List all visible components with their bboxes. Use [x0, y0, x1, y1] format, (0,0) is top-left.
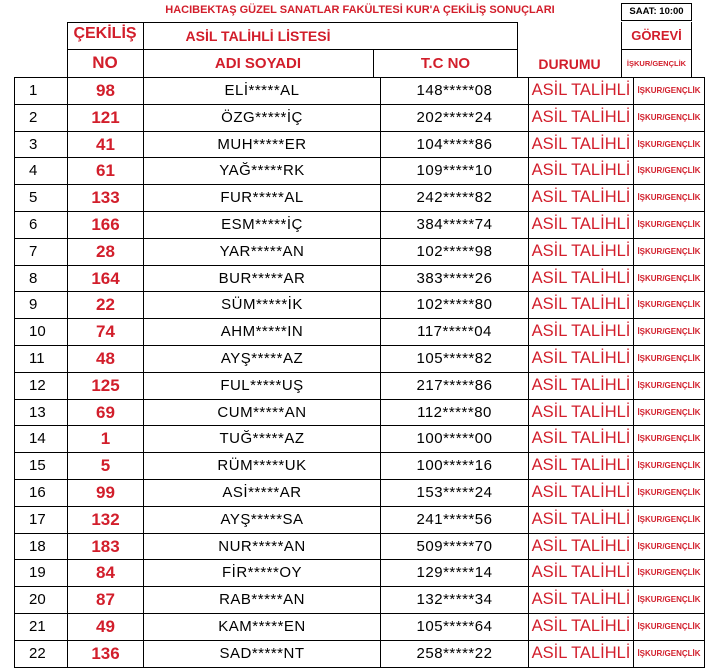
row-number: 9 — [15, 292, 68, 319]
row-number: 22 — [15, 640, 68, 667]
table-row — [15, 560, 705, 587]
table-row — [15, 158, 705, 185]
table-row — [15, 372, 705, 399]
table-row — [15, 613, 705, 640]
draw-number: 164 — [68, 265, 144, 292]
row-number: 16 — [15, 479, 68, 506]
col-cekilis-header: ÇEKİLİŞ — [73, 25, 137, 42]
tc-number-cell: 112*****80 — [381, 399, 529, 426]
row-number: 21 — [15, 613, 68, 640]
name-cell: ELİ*****AL — [144, 78, 381, 105]
tc-number-cell: 109*****10 — [381, 158, 529, 185]
col-gorevi-subheader: İŞKUR/GENÇLİK — [626, 59, 687, 68]
draw-number: 99 — [68, 479, 144, 506]
status-cell: ASİL TALİHLİ — [529, 345, 634, 372]
header-vline-6 — [691, 22, 692, 78]
draw-number: 121 — [68, 104, 144, 131]
table-row — [15, 131, 705, 158]
col-no-header: NO — [92, 53, 118, 72]
row-number: 13 — [15, 399, 68, 426]
duty-cell: İŞKUR/GENÇLİK — [634, 238, 705, 265]
status-cell: ASİL TALİHLİ — [529, 319, 634, 346]
name-cell: AHM*****IN — [144, 319, 381, 346]
name-cell: BUR*****AR — [144, 265, 381, 292]
row-number: 19 — [15, 560, 68, 587]
table-row — [15, 640, 705, 667]
draw-number: 22 — [68, 292, 144, 319]
row-number: 3 — [15, 131, 68, 158]
tc-number-cell: 105*****64 — [381, 613, 529, 640]
tc-number-cell: 509*****70 — [381, 533, 529, 560]
draw-number: 125 — [68, 372, 144, 399]
status-cell: ASİL TALİHLİ — [529, 265, 634, 292]
duty-cell: İŞKUR/GENÇLİK — [634, 399, 705, 426]
name-cell: KAM*****EN — [144, 613, 381, 640]
draw-number: 48 — [68, 345, 144, 372]
table-row — [15, 238, 705, 265]
table-row — [15, 104, 705, 131]
tc-number-cell: 148*****08 — [381, 78, 529, 105]
duty-cell: İŞKUR/GENÇLİK — [634, 533, 705, 560]
row-number: 4 — [15, 158, 68, 185]
results-table-body — [15, 78, 705, 668]
row-number: 1 — [15, 78, 68, 105]
name-cell: ASİ*****AR — [144, 479, 381, 506]
table-row — [15, 78, 705, 105]
status-cell: ASİL TALİHLİ — [529, 587, 634, 614]
draw-number: 74 — [68, 319, 144, 346]
name-cell: SAD*****NT — [144, 640, 381, 667]
tc-number-cell: 384*****74 — [381, 211, 529, 238]
tc-number-cell: 100*****16 — [381, 453, 529, 480]
row-number: 12 — [15, 372, 68, 399]
table-row — [15, 426, 705, 453]
tc-number-cell: 242*****82 — [381, 185, 529, 212]
table-row — [15, 265, 705, 292]
duty-cell: İŞKUR/GENÇLİK — [634, 185, 705, 212]
name-cell: YAR*****AN — [144, 238, 381, 265]
table-row — [15, 587, 705, 614]
header-mid-line-no — [67, 49, 143, 50]
name-cell: ESM*****İÇ — [144, 211, 381, 238]
name-cell: FUL*****UŞ — [144, 372, 381, 399]
tc-number-cell: 105*****82 — [381, 345, 529, 372]
draw-number: 87 — [68, 587, 144, 614]
draw-number: 41 — [68, 131, 144, 158]
draw-number: 49 — [68, 613, 144, 640]
name-cell: RAB*****AN — [144, 587, 381, 614]
duty-cell: İŞKUR/GENÇLİK — [634, 506, 705, 533]
row-number: 7 — [15, 238, 68, 265]
status-cell: ASİL TALİHLİ — [529, 211, 634, 238]
status-cell: ASİL TALİHLİ — [529, 426, 634, 453]
table-row — [15, 453, 705, 480]
col-gorevi-header: GÖREVİ — [631, 28, 682, 43]
status-cell: ASİL TALİHLİ — [529, 506, 634, 533]
duty-cell: İŞKUR/GENÇLİK — [634, 479, 705, 506]
draw-number: 28 — [68, 238, 144, 265]
status-cell: ASİL TALİHLİ — [529, 185, 634, 212]
status-cell: ASİL TALİHLİ — [529, 640, 634, 667]
name-cell: AYŞ*****SA — [144, 506, 381, 533]
table-row — [15, 479, 705, 506]
row-number: 6 — [15, 211, 68, 238]
table-row — [15, 399, 705, 426]
table-row — [15, 506, 705, 533]
name-cell: NUR*****AN — [144, 533, 381, 560]
draw-number: 69 — [68, 399, 144, 426]
status-cell: ASİL TALİHLİ — [529, 104, 634, 131]
table-row — [15, 345, 705, 372]
tc-number-cell: 217*****86 — [381, 372, 529, 399]
col-adsoyad-header: ADI SOYADI — [214, 55, 302, 72]
tc-number-cell: 153*****24 — [381, 479, 529, 506]
row-number: 17 — [15, 506, 68, 533]
tc-number-cell: 102*****80 — [381, 292, 529, 319]
duty-cell: İŞKUR/GENÇLİK — [634, 265, 705, 292]
table-row — [15, 185, 705, 212]
duty-cell: İŞKUR/GENÇLİK — [634, 292, 705, 319]
draw-number: 61 — [68, 158, 144, 185]
name-cell: AYŞ*****AZ — [144, 345, 381, 372]
tc-number-cell: 129*****14 — [381, 560, 529, 587]
status-cell: ASİL TALİHLİ — [529, 292, 634, 319]
table-row — [15, 319, 705, 346]
name-cell: TUĞ*****AZ — [144, 426, 381, 453]
row-number: 10 — [15, 319, 68, 346]
col-durum-header: DURUMU — [538, 56, 601, 72]
duty-cell: İŞKUR/GENÇLİK — [634, 158, 705, 185]
header-mid-line-names — [143, 49, 517, 50]
name-cell: FİR*****OY — [144, 560, 381, 587]
draw-number: 5 — [68, 453, 144, 480]
status-cell: ASİL TALİHLİ — [529, 453, 634, 480]
name-cell: MUH*****ER — [144, 131, 381, 158]
row-number: 14 — [15, 426, 68, 453]
tc-number-cell: 383*****26 — [381, 265, 529, 292]
status-cell: ASİL TALİHLİ — [529, 131, 634, 158]
duty-cell: İŞKUR/GENÇLİK — [634, 211, 705, 238]
tc-number-cell: 241*****56 — [381, 506, 529, 533]
duty-cell: İŞKUR/GENÇLİK — [634, 640, 705, 667]
draw-number: 133 — [68, 185, 144, 212]
draw-number: 166 — [68, 211, 144, 238]
name-cell: ÖZG*****İÇ — [144, 104, 381, 131]
name-cell: CUM*****AN — [144, 399, 381, 426]
draw-number: 136 — [68, 640, 144, 667]
tc-number-cell: 100*****00 — [381, 426, 529, 453]
duty-cell: İŞKUR/GENÇLİK — [634, 453, 705, 480]
row-number: 2 — [15, 104, 68, 131]
tc-number-cell: 202*****24 — [381, 104, 529, 131]
duty-cell: İŞKUR/GENÇLİK — [634, 560, 705, 587]
results-table — [14, 77, 705, 668]
tc-number-cell: 104*****86 — [381, 131, 529, 158]
row-number: 20 — [15, 587, 68, 614]
list-group-title: ASİL TALİHLİ LİSTESİ — [185, 28, 331, 44]
time-box: SAAT: 10:00 — [621, 3, 692, 21]
name-cell: SÜM*****İK — [144, 292, 381, 319]
duty-cell: İŞKUR/GENÇLİK — [634, 319, 705, 346]
status-cell: ASİL TALİHLİ — [529, 560, 634, 587]
header-top-line — [67, 22, 517, 23]
tc-number-cell: 102*****98 — [381, 238, 529, 265]
tc-number-cell: 258*****22 — [381, 640, 529, 667]
tc-number-cell: 132*****34 — [381, 587, 529, 614]
row-number: 11 — [15, 345, 68, 372]
duty-cell: İŞKUR/GENÇLİK — [634, 587, 705, 614]
duty-cell: İŞKUR/GENÇLİK — [634, 104, 705, 131]
status-cell: ASİL TALİHLİ — [529, 399, 634, 426]
table-row — [15, 292, 705, 319]
duty-cell: İŞKUR/GENÇLİK — [634, 345, 705, 372]
duty-cell: İŞKUR/GENÇLİK — [634, 426, 705, 453]
draw-number: 183 — [68, 533, 144, 560]
draw-number: 1 — [68, 426, 144, 453]
name-cell: FUR*****AL — [144, 185, 381, 212]
row-number: 5 — [15, 185, 68, 212]
draw-number: 98 — [68, 78, 144, 105]
row-number: 8 — [15, 265, 68, 292]
status-cell: ASİL TALİHLİ — [529, 238, 634, 265]
name-cell: YAĞ*****RK — [144, 158, 381, 185]
status-cell: ASİL TALİHLİ — [529, 78, 634, 105]
col-tc-header: T.C NO — [420, 55, 471, 72]
duty-cell: İŞKUR/GENÇLİK — [634, 78, 705, 105]
status-cell: ASİL TALİHLİ — [529, 479, 634, 506]
draw-number: 84 — [68, 560, 144, 587]
status-cell: ASİL TALİHLİ — [529, 158, 634, 185]
duty-cell: İŞKUR/GENÇLİK — [634, 372, 705, 399]
status-cell: ASİL TALİHLİ — [529, 372, 634, 399]
document-title: HACIBEKTAŞ GÜZEL SANATLAR FAKÜLTESİ KUR'A ÇEKİLİŞ SONUÇLARI — [165, 4, 555, 16]
header-mid-line-gorev — [621, 49, 691, 50]
table-row — [15, 533, 705, 560]
row-number: 18 — [15, 533, 68, 560]
table-row — [15, 211, 705, 238]
row-number: 15 — [15, 453, 68, 480]
status-cell: ASİL TALİHLİ — [529, 533, 634, 560]
duty-cell: İŞKUR/GENÇLİK — [634, 613, 705, 640]
name-cell: RÜM*****UK — [144, 453, 381, 480]
duty-cell: İŞKUR/GENÇLİK — [634, 131, 705, 158]
tc-number-cell: 117*****04 — [381, 319, 529, 346]
draw-number: 132 — [68, 506, 144, 533]
status-cell: ASİL TALİHLİ — [529, 613, 634, 640]
